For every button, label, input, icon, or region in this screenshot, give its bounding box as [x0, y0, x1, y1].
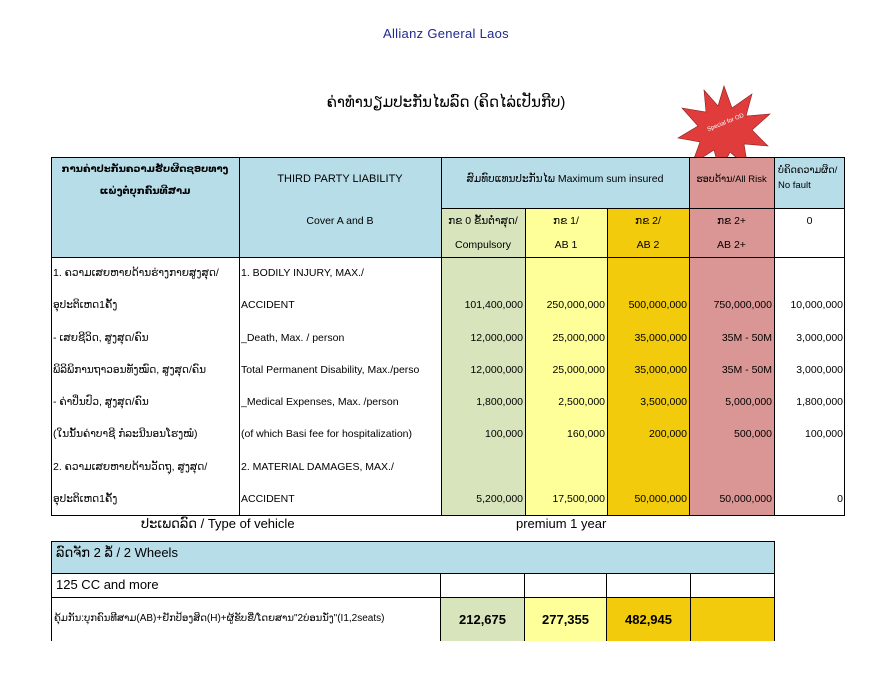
- row-value: 3,000,000: [796, 364, 843, 376]
- col-ab2plus-bg: [689, 209, 774, 516]
- row-lao-label: 1. ຄວາມເສຍຫາຍດ້ານຮ່າງກາຍສູງສຸດ/: [53, 267, 219, 279]
- header-all-risk-text: ຮອບດ້ານ/All Risk: [696, 173, 767, 185]
- coverage-table: [51, 157, 845, 516]
- row-lao-label: ອຸປະຕິເຫດ1ຄັ້ງ: [53, 299, 118, 311]
- class-1-top: ກຂ 1/: [553, 215, 579, 227]
- row-value: 12,000,000: [470, 364, 523, 376]
- row-en-label: ACCIDENT: [241, 299, 295, 311]
- row-value: 101,400,000: [464, 299, 523, 311]
- class-1-bottom: AB 1: [554, 239, 578, 251]
- header-cover: Cover A and B: [306, 215, 374, 227]
- row-value: 35,000,000: [634, 332, 687, 344]
- premium-ab2: 482,945: [606, 598, 690, 641]
- row-en-label: Total Permanent Disability, Max./perso: [241, 364, 420, 376]
- col-nofault-bg: [774, 209, 845, 516]
- row-value: 1,800,000: [796, 396, 843, 408]
- row-value: 25,000,000: [552, 332, 605, 344]
- row-lao-label: (ໃນນັ້ນຄ່າບາຊີ ກໍລະນີນອນໂຮງໝໍ): [53, 428, 198, 440]
- row-value: 500,000: [734, 428, 772, 440]
- class-2plus-bottom: AB 2+: [717, 239, 746, 251]
- row-lao-label: 2. ຄວາມເສຍຫາຍດ້ານວັດຖຸ, ສູງສຸດ/: [53, 461, 208, 473]
- vehicle-type-label: ປະເພດລົດ / Type of vehicle: [141, 516, 295, 531]
- row-value: 0: [837, 493, 843, 505]
- row-value: 50,000,000: [634, 493, 687, 505]
- company-name: Allianz General Laos: [383, 26, 509, 41]
- row-value: 1,800,000: [476, 396, 523, 408]
- row-value: 160,000: [567, 428, 605, 440]
- row-lao-label: ອຸປະຕິເຫດ1ຄັ້ງ: [53, 493, 118, 505]
- row-value: 3,000,000: [796, 332, 843, 344]
- row-value: 250,000,000: [546, 299, 605, 311]
- section-title: ລົດຈັກ 2 ລໍ້ / 2 Wheels: [56, 545, 178, 560]
- col-ab2-bg: [607, 209, 689, 516]
- row-value: 50,000,000: [719, 493, 772, 505]
- subsection-row: [51, 574, 440, 598]
- badge-text: Special for OD: [706, 112, 746, 134]
- row-lao-label: - ເສຍຊີວິດ, ສູງສຸດ/ຄົນ: [53, 332, 149, 344]
- row-en-label: 2. MATERIAL DAMAGES, MAX./: [241, 461, 394, 473]
- row-lao-label: ພິລິພິການຖາວອນທັງໝົດ, ສູງສຸດ/ຄົນ: [53, 364, 207, 376]
- row-en-label: _Medical Expenses, Max. /person: [241, 396, 399, 408]
- premium-compulsory: 212,675: [440, 598, 524, 641]
- row-value: 35,000,000: [634, 364, 687, 376]
- row-value: 35M - 50M: [721, 364, 772, 376]
- header-max-sum-text: ສົມທົບແທນປະກັນໄພ Maximum sum insured: [466, 173, 664, 185]
- class-0-top: ກຂ 0 ຂັ້ນຕ່ຳສຸດ/: [448, 215, 518, 227]
- row-en-label: ACCIDENT: [241, 493, 295, 505]
- row-en-label: (of which Basi fee for hospitalization): [241, 428, 412, 440]
- class-2plus-top: ກຂ 2+: [716, 215, 747, 227]
- class-nofault-top: 0: [806, 215, 813, 227]
- row-value: 100,000: [805, 428, 843, 440]
- class-2-bottom: AB 2: [636, 239, 660, 251]
- class-0-bottom: Compulsory: [454, 239, 512, 251]
- row-value: 25,000,000: [552, 364, 605, 376]
- row-value: 500,000,000: [628, 299, 687, 311]
- header-no-fault-text: ບໍ່ຄິດຄວາມຜິດ/ No fault: [778, 165, 838, 191]
- subsection-title: 125 CC and more: [56, 577, 159, 592]
- row-value: 10,000,000: [790, 299, 843, 311]
- premium-row: [51, 598, 440, 641]
- class-2-top: ກຂ 2/: [635, 215, 661, 227]
- row-value: 2,500,000: [558, 396, 605, 408]
- premium-row-label: ຄຸ້ມກັນ:ບຸກຄົນທີສາມ(AB)+ຢັກປ້ອງສິດ(H)+ຜູ້ຂັບຂີ່/ໂດຍສານ"2ບ່ອນນັ່ງ"(I1,2seats): [54, 613, 385, 624]
- row-value: 3,500,000: [640, 396, 687, 408]
- premium-label: premium 1 year: [516, 516, 607, 531]
- premium-ab1: 277,355: [524, 598, 606, 641]
- row-value: 750,000,000: [713, 299, 772, 311]
- row-value: 5,000,000: [725, 396, 772, 408]
- page-title: ຄ່າທໍານຽມປະກັນໄພລົດ (ຄິດໄລ່ເປັນກີບ): [326, 94, 566, 111]
- row-value: 35M - 50M: [721, 332, 772, 344]
- row-value: 200,000: [649, 428, 687, 440]
- col-compulsory-bg: [441, 209, 525, 516]
- row-lao-label: - ຄ່າປິ່ນປົວ, ສູງສຸດ/ຄົນ: [53, 396, 149, 408]
- header-tpl: THIRD PARTY LIABILITY: [277, 173, 403, 185]
- row-value: 5,200,000: [476, 493, 523, 505]
- row-en-label: 1. BODILY INJURY, MAX./: [241, 267, 364, 279]
- row-value: 17,500,000: [552, 493, 605, 505]
- section-2-wheels: [51, 541, 775, 574]
- row-en-label: _Death, Max. / person: [241, 332, 345, 344]
- col-ab1-bg: [525, 209, 607, 516]
- header-lao-label: ການຄ່າປະກັນຄວາມຮັບຜິດຊອບທາງແພ່ງຕໍ່ບຸກຄົນທີສາມ: [61, 164, 229, 197]
- row-value: 100,000: [485, 428, 523, 440]
- premium-ab2plus: [690, 598, 775, 641]
- row-value: 12,000,000: [470, 332, 523, 344]
